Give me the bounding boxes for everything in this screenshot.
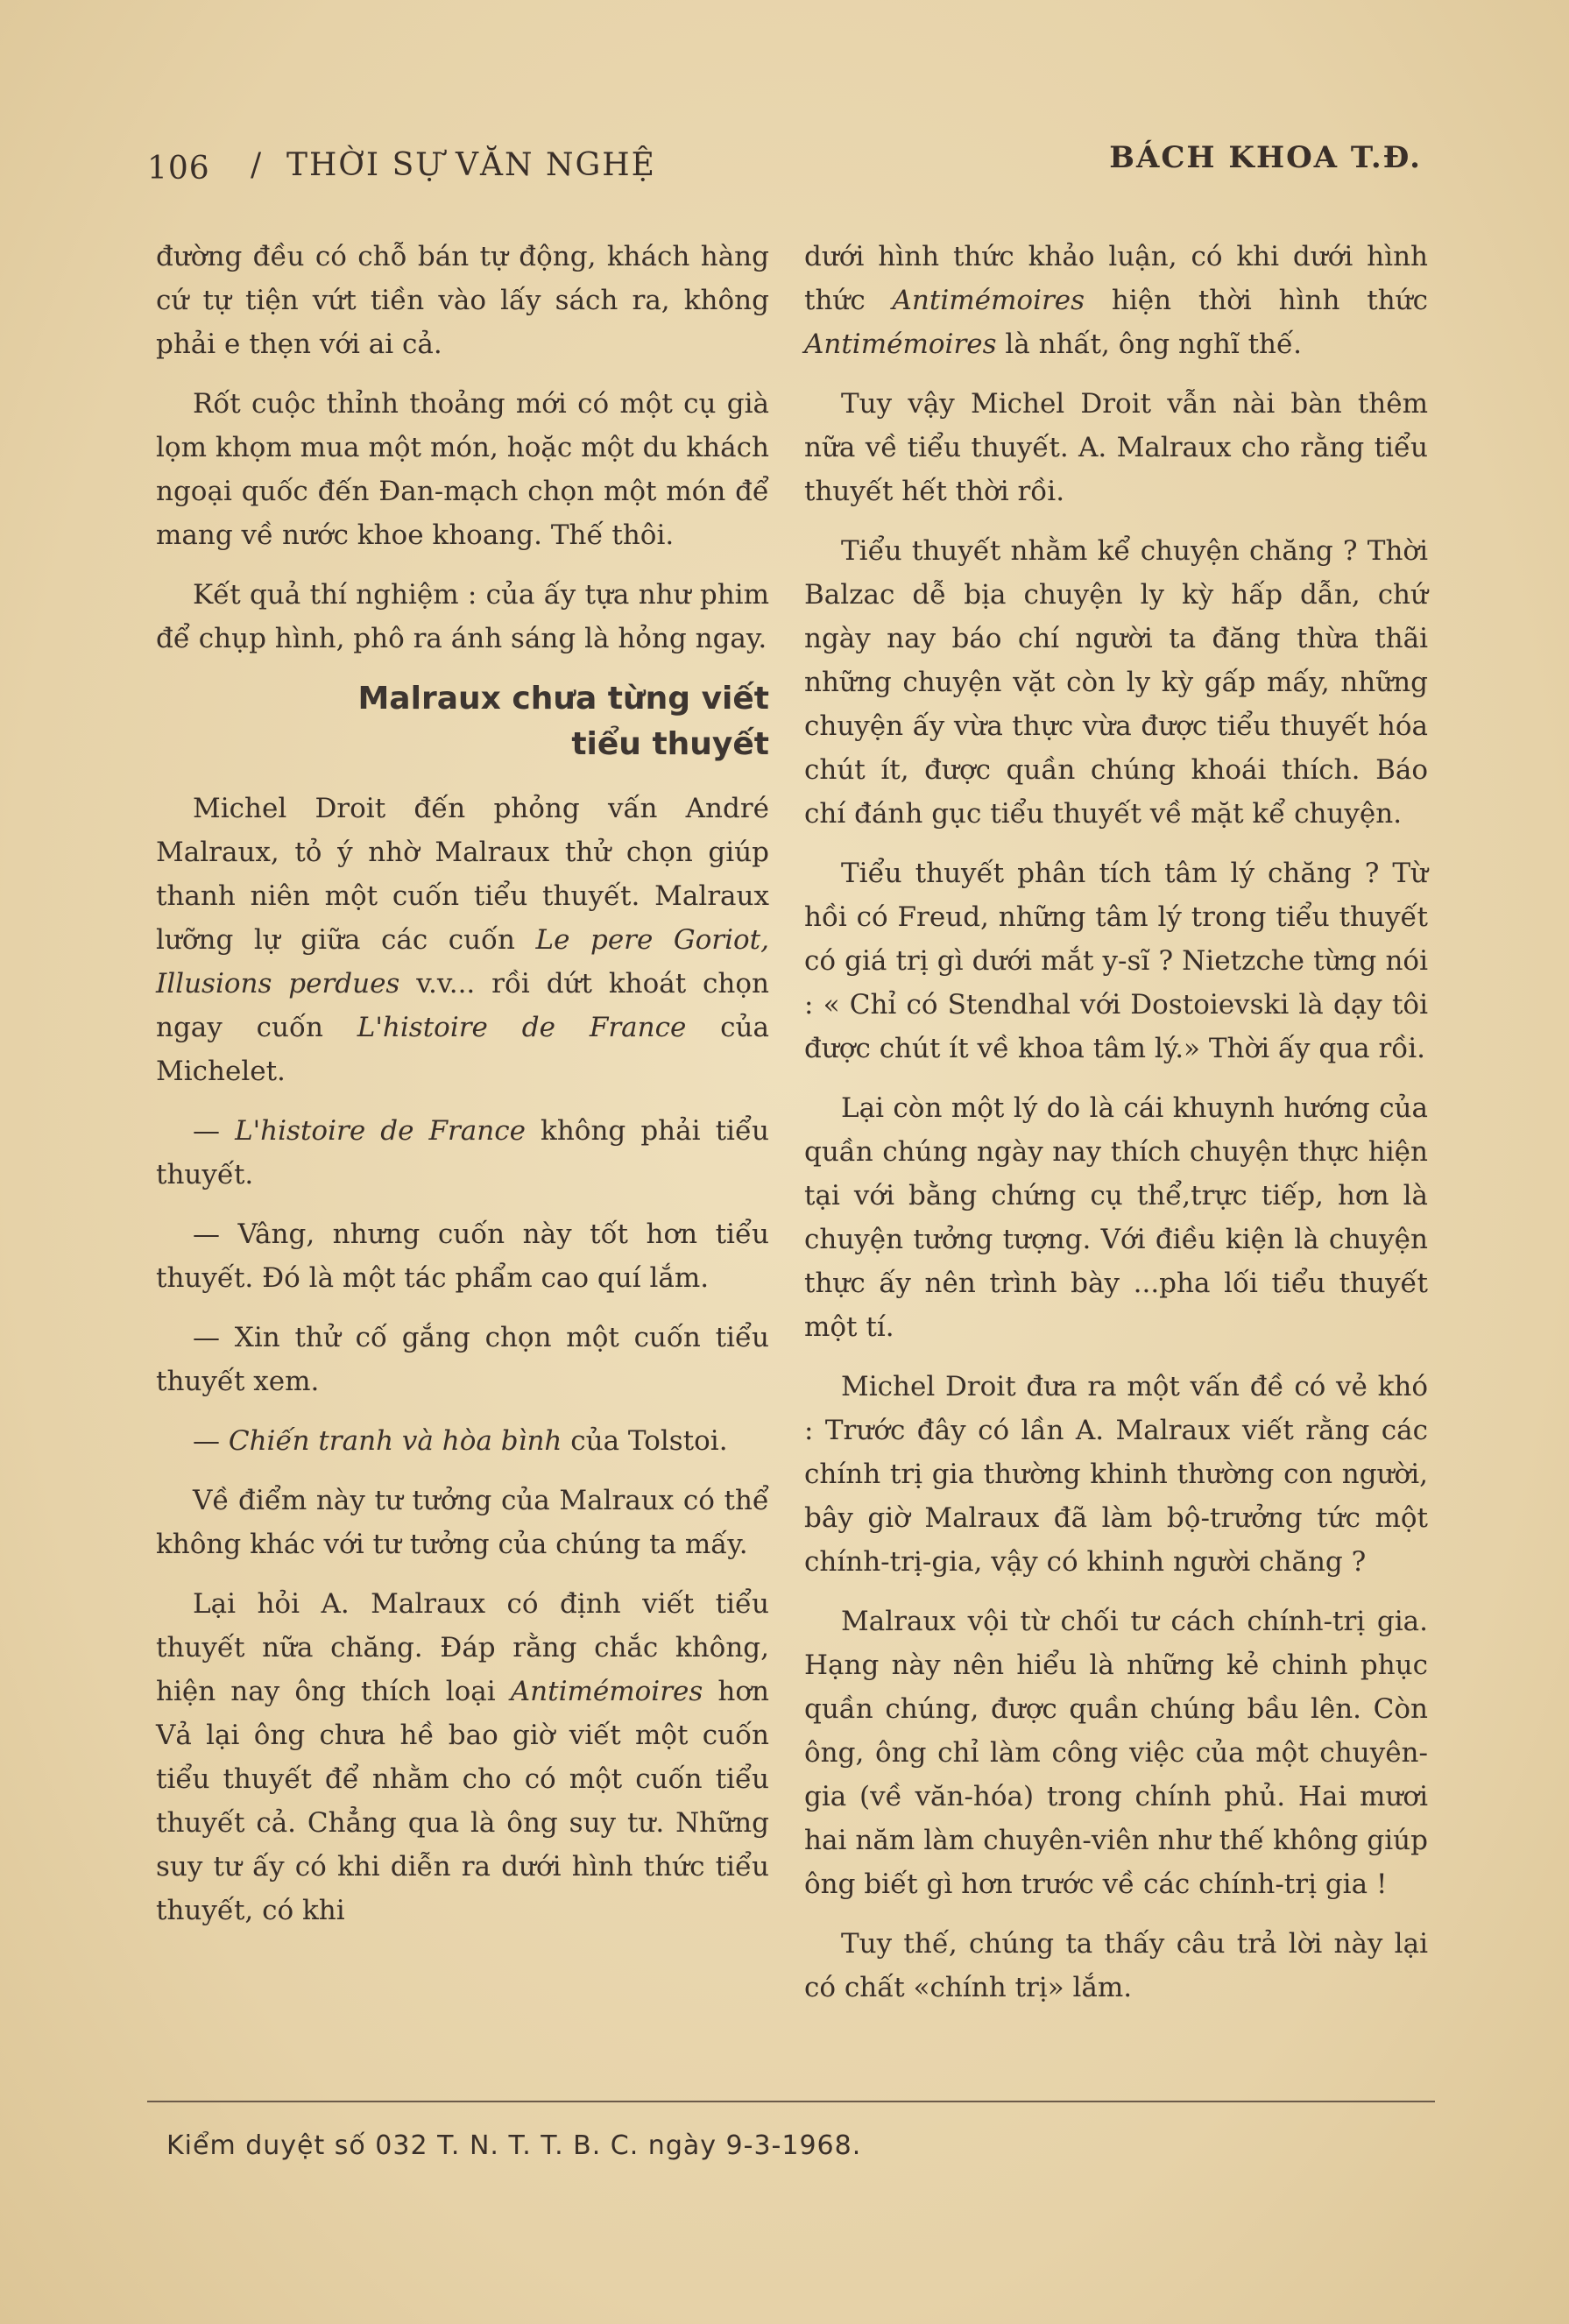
book-title: Antimémoires	[804, 328, 997, 360]
paragraph: Lại còn một lý do là cái khuynh hướng của quần chúng ngày nay thích chuyện thực hiện tại với bằng chứng cụ thể,trực tiếp, hơn là chuyện tưởng tượng. Với điều kiện là chuyện thực ấy nên trình bày ...pha lối tiểu thuyết một tí.	[804, 1092, 1428, 1343]
footer-divider	[147, 2101, 1435, 2102]
left-column	[156, 235, 769, 1948]
paragraph: Rốt cuộc thỉnh thoảng mới có một cụ già lọm khọm mua một món, hoặc một du khách ngoại quốc đến Đan-mạch chọn một món để mang về nước khoe khoang. Thế thôi.	[156, 388, 769, 551]
paragraph: Về điểm này tư tưởng của Malraux có thể không khác với tư tưởng của chúng ta mấy.	[156, 1485, 769, 1560]
text-run: dưới hình thức khảo luận, có khi dưới hình thức	[804, 241, 1428, 316]
paragraph: Kết quả thí nghiệm : của ấy tựa như phim để chụp hình, phô ra ánh sáng là hỏng ngay.	[156, 579, 769, 654]
book-title: Antimémoires	[510, 1676, 703, 1707]
text-run: Michel Droit đến phỏng vấn André Malraux, tỏ ý nhờ Malraux thử chọn giúp thanh niên một cuốn tiểu thuyết. Malraux lưỡng lự giữa các cuốn	[156, 793, 769, 956]
subheading-line: tiểu thuyết	[571, 726, 769, 762]
text-run: Lại hỏi A. Malraux có định viết tiểu thuyết nữa chăng. Đáp rằng chắc không, hiện nay ông thích loại	[156, 1588, 769, 1707]
paragraph: đường đều có chỗ bán tự động, khách hàng cứ tự tiện vứt tiền vào lấy sách ra, không phải e thẹn với ai cả.	[156, 241, 769, 360]
text-run: —	[193, 1425, 229, 1457]
section-name: THỜI SỰ VĂN NGHỆ	[286, 147, 656, 183]
page-header	[147, 140, 1422, 193]
paragraph: Tiểu thuyết phân tích tâm lý chăng ? Từ hồi có Freud, những tâm lý trong tiểu thuyết có giá trị gì dưới mắt y-sĩ ? Nietzche từng nói : « Chỉ có Stendhal với Dostoievski là dạy tôi được chút ít về khoa tâm lý.» Thời ấy qua rồi.	[804, 858, 1428, 1064]
book-title: L'histoire de France	[235, 1115, 526, 1147]
text-run: không phải tiểu thuyết.	[156, 1115, 769, 1190]
paragraph: Malraux vội từ chối tư cách chính-trị gia. Hạng này nên hiểu là những kẻ chinh phục quần chúng, được quần chúng bầu lên. Còn ông, ông chỉ làm công việc của một chuyên-gia (về văn-hóa) trong chính phủ. Hai mươi hai năm làm chuyên-viên như thế không giúp ông biết gì hơn trước về các chính-trị gia !	[804, 1606, 1428, 1900]
text-run: hiện thời hình thức	[1085, 285, 1428, 316]
book-title: L'histoire de France	[357, 1012, 687, 1043]
book-title: Chiến tranh và hòa bình	[228, 1425, 562, 1457]
paragraph: Michel Droit đưa ra một vấn đề có vẻ khó : Trước đây có lần A. Malraux viết rằng các chính trị gia thường khinh thường con người, bây giờ Malraux đã làm bộ-trưởng tức một chính-trị-gia, vậy có khinh người chăng ?	[804, 1371, 1428, 1578]
text-run: —	[193, 1115, 236, 1147]
page-number: 106	[147, 151, 210, 187]
paragraph	[156, 1582, 769, 1932]
paragraph: — Vâng, nhưng cuốn này tốt hơn tiểu thuyết. Đó là một tác phẩm cao quí lắm.	[156, 1219, 769, 1294]
section-title: / THỜI SỰ VĂN NGHỆ	[251, 147, 656, 183]
paragraph	[156, 787, 769, 1093]
journal-title: BÁCH KHOA T.Đ.	[1109, 140, 1422, 175]
paragraph: Tuy vậy Michel Droit vẫn nài bàn thêm nữa về tiểu thuyết. A. Malraux cho rằng tiểu thuyết hết thời rồi.	[804, 388, 1428, 507]
paragraph: Tuy thế, chúng ta thấy câu trả lời này lại có chất «chính trị» lắm.	[804, 1928, 1428, 2003]
text-run: là nhất, ông nghĩ thế.	[996, 328, 1302, 360]
subheading	[156, 676, 769, 767]
censorship-notice: Kiểm duyệt số 032 T. N. T. T. B. C. ngày 9-3-1968.	[166, 2130, 862, 2161]
text-run: của Michelet.	[156, 1012, 769, 1087]
right-column	[804, 235, 1428, 2025]
paragraph: — Xin thử cố gắng chọn một cuốn tiểu thuyết xem.	[156, 1322, 769, 1397]
book-title: Le pere Goriot, Illusions perdues	[156, 924, 769, 1000]
text-run: của Tolstoi.	[562, 1425, 728, 1457]
text-run: hơn Vả lại ông chưa hề bao giờ viết một cuốn tiểu thuyết để nhằm cho có một cuốn tiểu thuyết cả. Chẳng qua là ông suy tư. Những suy tư ấy có khi diễn ra dưới hình thức tiểu thuyết, có khi	[156, 1676, 769, 1926]
paragraph	[156, 1419, 769, 1463]
subheading-line: Malraux chưa từng viết	[357, 681, 769, 717]
paragraph	[156, 1109, 769, 1197]
paragraph: Tiểu thuyết nhằm kể chuyện chăng ? Thời Balzac dễ bịa chuyện ly kỳ hấp dẫn, chứ ngày nay báo chí người ta đăng thừa thãi những chuyện vặt còn ly kỳ gấp mấy, những chuyện ấy vừa thực vừa được tiểu thuyết hóa chút ít, được quần chúng khoái thích. Báo chí đánh gục tiểu thuyết về mặt kể chuyện.	[804, 535, 1428, 830]
paragraph	[804, 235, 1428, 366]
text-run: v.v... rồi dứt khoát chọn ngay cuốn	[156, 968, 770, 1043]
book-title: Antimémoires	[892, 285, 1085, 316]
